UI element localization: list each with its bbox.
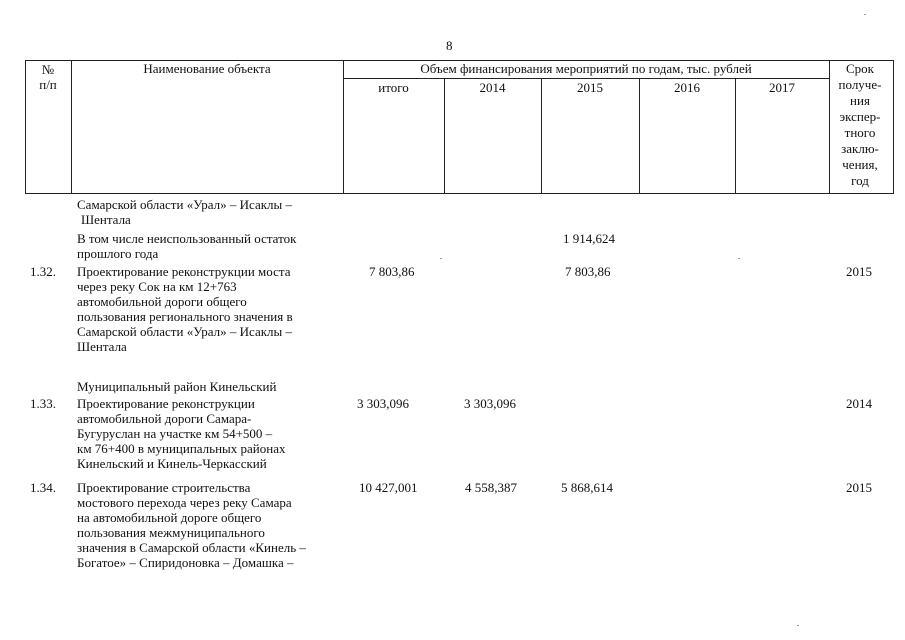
- scan-speck: [864, 14, 866, 15]
- header-col-2015: 2015: [577, 80, 603, 95]
- header-financing-label: Объем финансирования мероприятий по годам, тыс. рублей: [420, 61, 752, 76]
- row-value-2014: 3 303,096: [464, 396, 516, 411]
- row-name: Проектирование строительства мостового перехода через реку Самара на автомобильной дороге общего пользования межмуниципального значения в Самарской области «Кинель – Богатое» – Спиридоновка – Домашка –: [77, 480, 306, 570]
- header-deadline-label: Срок получе- ния экспер- тного заклю- чения, год: [838, 61, 882, 188]
- row-deadline: 2015: [846, 264, 872, 279]
- row-value-2014: 4 558,387: [465, 480, 517, 495]
- header-col-2016: 2016: [674, 80, 700, 95]
- header-mid-border: [343, 78, 829, 79]
- header-col-total: итого: [378, 80, 409, 95]
- scan-speck: [738, 258, 740, 259]
- header-name-label: Наименование объекта: [143, 61, 271, 76]
- row-deadline: 2014: [846, 396, 872, 411]
- row-number: 1.33.: [30, 396, 56, 411]
- header-num-label: № п/п: [39, 62, 57, 92]
- header-col-2017: 2017: [769, 80, 795, 95]
- row-name: Самарской области «Урал» – Исаклы – Шентала: [77, 197, 292, 227]
- header-divider-2016: [735, 78, 736, 194]
- scan-speck: [440, 258, 442, 259]
- row-name: Проектирование реконструкции моста через реку Сок на км 12+763 автомобильной дороги общего пользования регионального значения в Самарской области «Урал» – Исаклы – Шентала: [77, 264, 293, 354]
- header-col-2014: 2014: [479, 80, 506, 95]
- row-name: Проектирование реконструкции автомобильной дороги Самара- Бугуруслан на участке км 54+500 – км 76+400 в муниципальных районах Кинельский и Кинель-Черкасский: [77, 396, 286, 471]
- row-deadline: 2015: [846, 480, 872, 495]
- header-right-border: [893, 60, 894, 194]
- row-value-total: 7 803,86: [369, 264, 415, 279]
- row-number: 1.32.: [30, 264, 56, 279]
- header-divider-2014: [541, 78, 542, 194]
- scan-speck: [797, 625, 799, 626]
- row-value-total: 10 427,001: [359, 480, 418, 495]
- page-number: 8: [446, 38, 453, 53]
- row-name: В том числе неиспользованный остаток прошлого года: [77, 231, 297, 261]
- row-number: 1.34.: [30, 480, 56, 495]
- row-value-2015: 1 914,624: [563, 231, 615, 246]
- row-value-2015: 7 803,86: [565, 264, 611, 279]
- row-name: Муниципальный район Кинельский: [77, 379, 277, 394]
- header-divider-num: [71, 60, 72, 194]
- row-value-total: 3 303,096: [357, 396, 409, 411]
- header-bottom-border: [25, 193, 894, 194]
- header-divider-2015: [639, 78, 640, 194]
- header-divider-total: [444, 78, 445, 194]
- row-value-2015: 5 868,614: [561, 480, 613, 495]
